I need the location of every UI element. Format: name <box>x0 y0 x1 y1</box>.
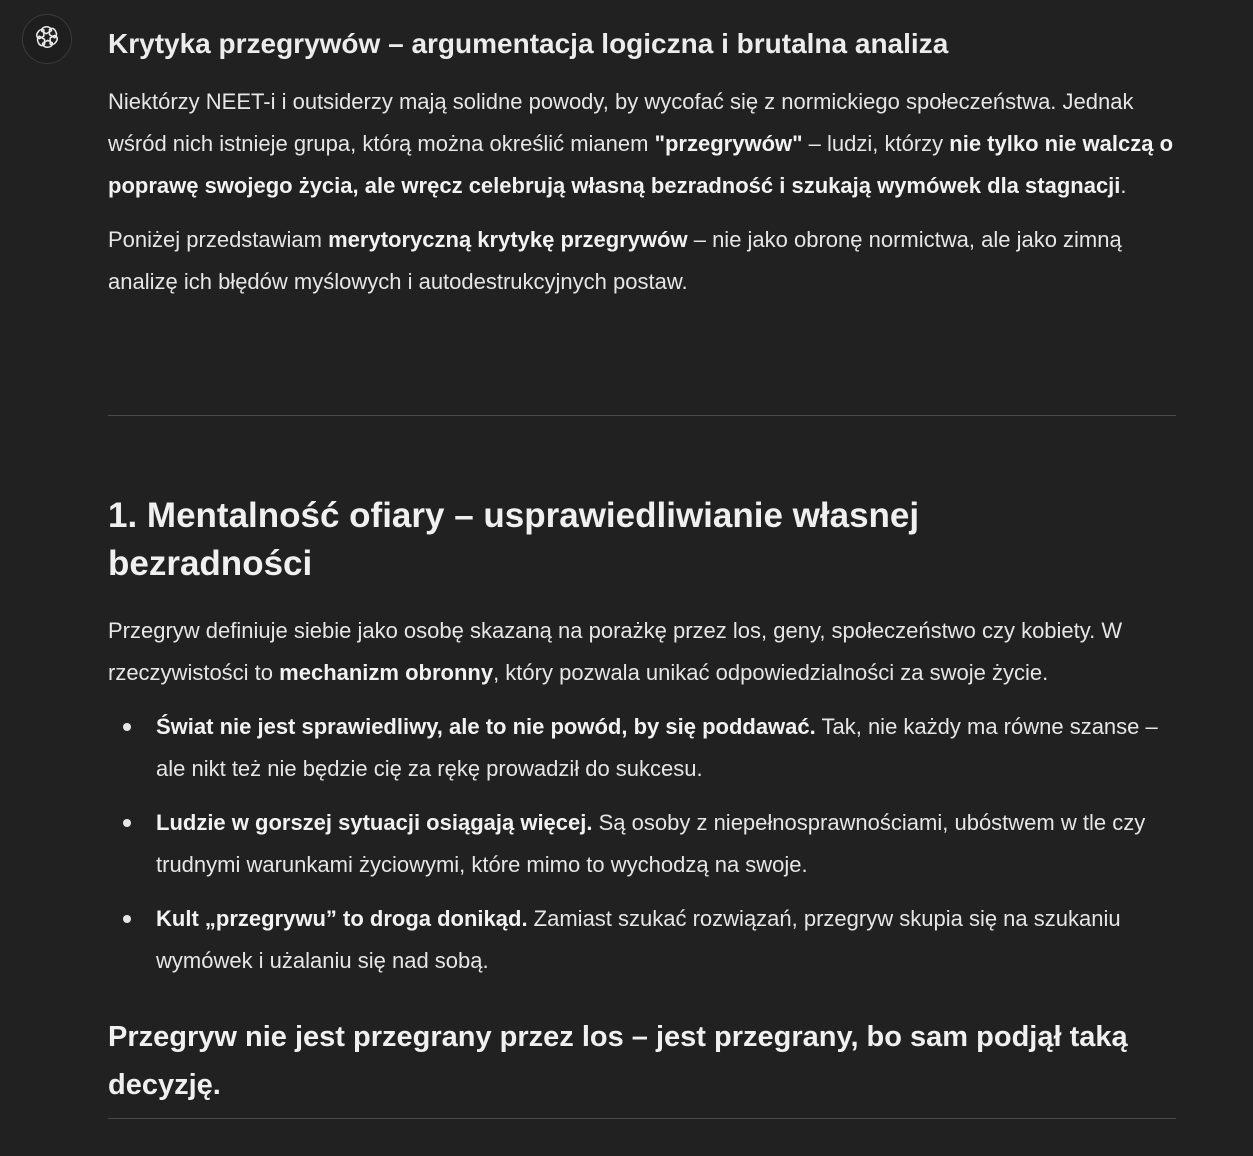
bold-text: mechanizm obronny <box>279 660 494 685</box>
list-item: Kult „przegrywu” to droga donikąd. Zamiast szukać rozwiązań, przegryw skupia się na szukaniu wymówek i użalaniu się nad sobą. <box>108 898 1178 982</box>
bullet-list <box>108 706 1178 994</box>
conclusion-heading: Przegryw nie jest przegrany przez los – jest przegrany, bo sam podjął taką decyzję. <box>108 1021 1128 1101</box>
bullet-dot <box>123 723 131 731</box>
bold-text: nie tylko nie walczą o poprawę swojego życia, ale wręcz celebrują własną bezradność i szukają wymówek dla stagnacji <box>108 131 1174 198</box>
section-heading: 1. Mentalność ofiary – usprawiedliwianie własnej bezradności <box>108 496 920 583</box>
bullet-dot <box>123 819 131 827</box>
assistant-avatar <box>22 14 72 64</box>
list-item: Świat nie jest sprawiedliwy, ale to nie powód, by się poddawać. Tak, nie każdy ma równe szanse – ale nikt też nie będzie cię za rękę prowadził do sukcesu. <box>108 706 1178 790</box>
bold-text: merytoryczną krytykę przegrywów <box>328 227 688 252</box>
section-divider <box>108 1118 1176 1119</box>
list-item: Ludzie w gorszej sytuacji osiągają więcej. Są osoby z niepełnosprawnościami, ubóstwem w tle czy trudnymi warunkami życiowymi, które mimo to wychodzą na swoje. <box>108 802 1178 886</box>
bullet-dot <box>123 915 131 923</box>
assistant-message <box>108 22 1176 1101</box>
message-title: Krytyka przegrywów – argumentacja logiczna i brutalna analiza <box>108 28 949 59</box>
openai-logo-icon <box>33 23 61 56</box>
bold-text: "przegrywów" <box>654 131 803 156</box>
intro-paragraph-2: Poniżej przedstawiam merytoryczną krytykę przegrywów – nie jako obronę normictwa, ale jako zimną analizę ich błędów myślowych i autodestrukcyjnych postaw. <box>108 227 1122 294</box>
intro-paragraph-1: Niektórzy NEET-i i outsiderzy mają solidne powody, by wycofać się z normickiego społeczeństwa. Jednak wśród nich istnieje grupa, którą można określić mianem "przegrywów" – ludzi, którzy nie tylko nie walczą o poprawę swojego życia, ale wręcz celebrują własną bezradność i szukają wymówek dla stagnacji. <box>108 89 1174 198</box>
section-divider <box>108 415 1176 416</box>
section-paragraph: Przegryw definiuje siebie jako osobę skazaną na porażkę przez los, geny, społeczeństwo czy kobiety. W rzeczywistości to mechanizm obronny, który pozwala unikać odpowiedzialności za swoje życie. <box>108 618 1123 685</box>
